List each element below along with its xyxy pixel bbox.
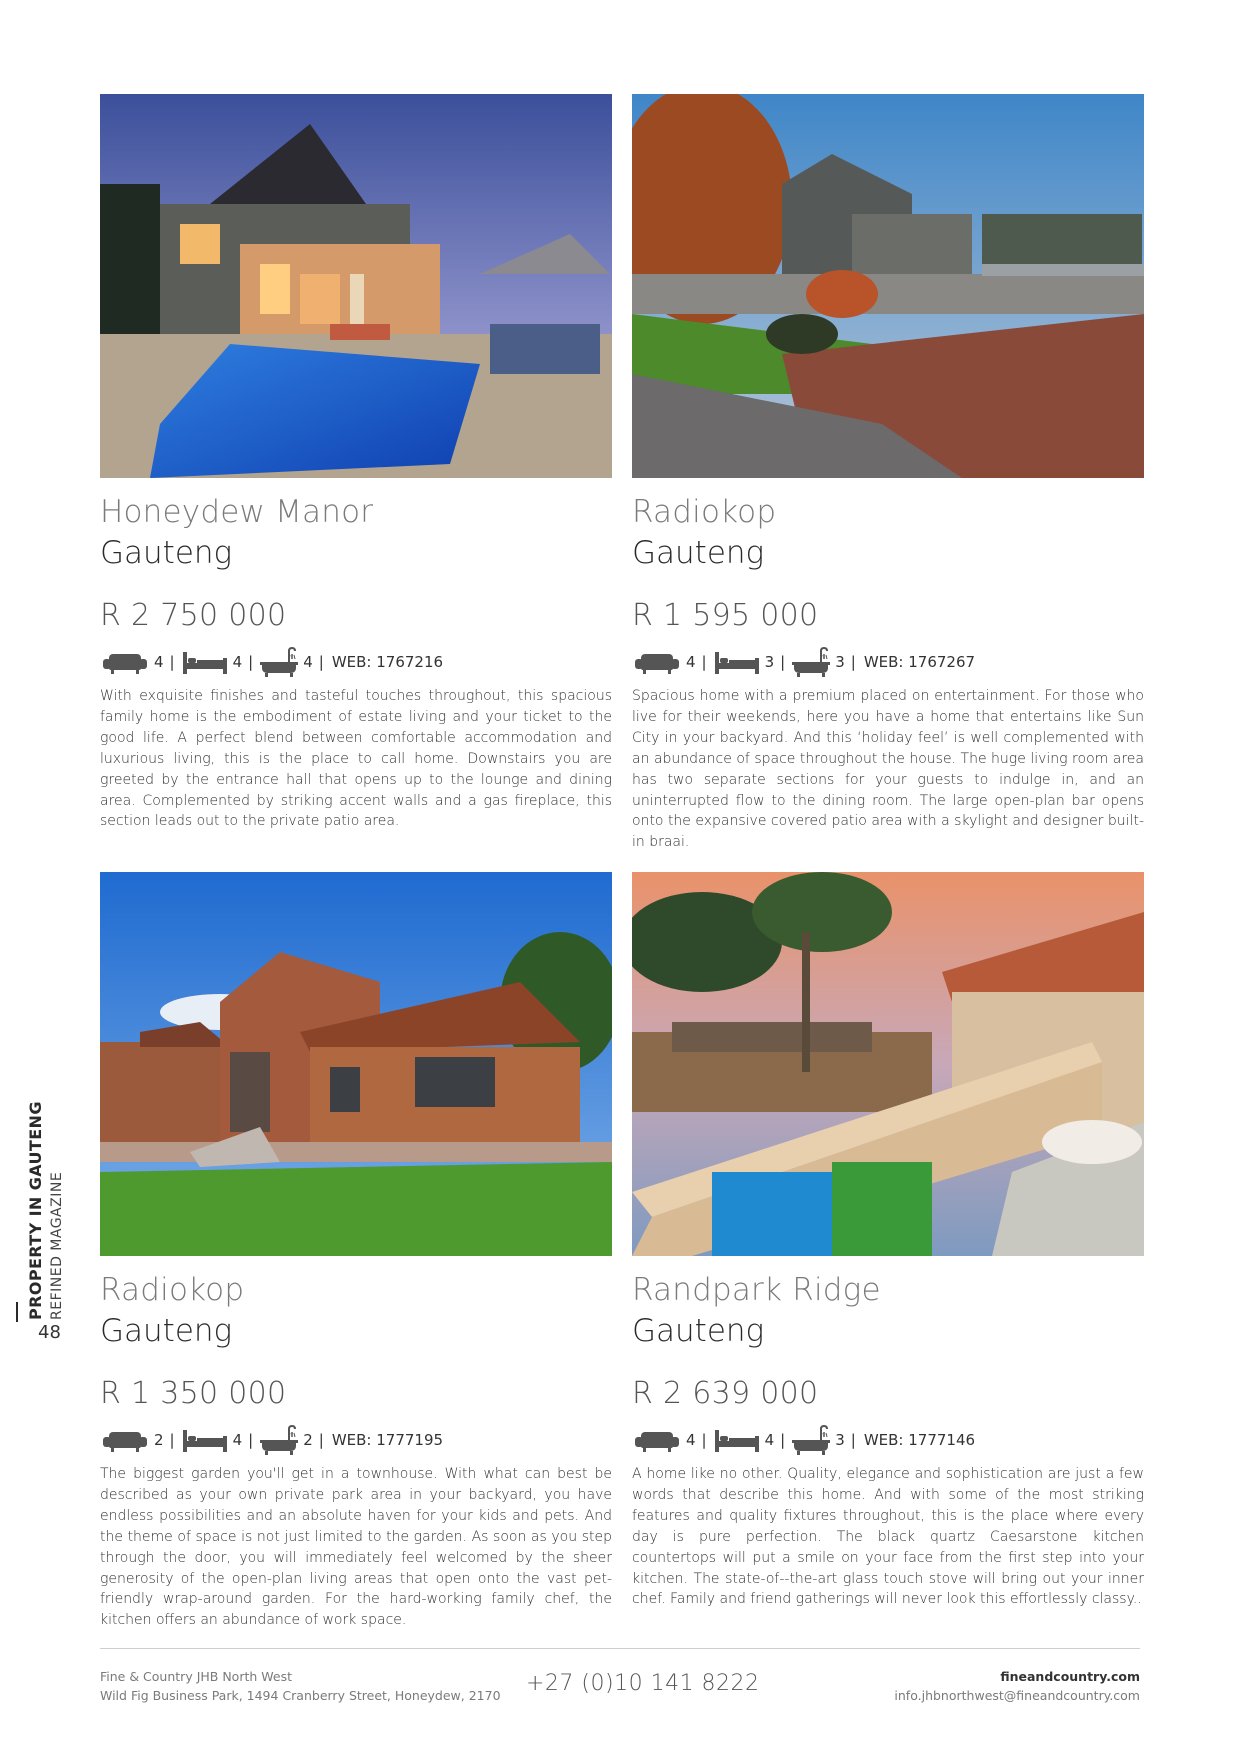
page-number-divider <box>16 1302 18 1322</box>
property-photo-pool-house <box>100 94 612 478</box>
page-number: 48 <box>38 1322 61 1343</box>
property-title: Radiokop <box>100 1272 245 1308</box>
website-link[interactable]: fineandcountry.com <box>1000 1669 1140 1684</box>
property-price: R 1 595 000 <box>632 598 819 633</box>
property-title: Radiokop <box>632 494 777 530</box>
property-photo-brick-house <box>100 872 612 1256</box>
web-reference: WEB: 1767216 <box>331 653 444 671</box>
listing-card <box>100 872 612 1631</box>
bath-icon <box>259 1425 299 1455</box>
web-reference: WEB: 1777146 <box>863 1431 976 1449</box>
property-price: R 2 639 000 <box>632 1376 819 1411</box>
company-address: Wild Fig Business Park, 1494 Cranberry Street, Honeydew, 2170 <box>100 1688 501 1703</box>
lounge-count: 4 <box>154 653 164 671</box>
property-specs: 2 | 4 | 2 | WEB: 1777195 <box>100 1426 612 1454</box>
footer-address-block <box>100 1667 501 1705</box>
bed-icon <box>181 1428 229 1452</box>
sofa-icon <box>632 650 682 674</box>
bath-icon <box>791 647 831 677</box>
property-price: R 2 750 000 <box>100 598 287 633</box>
listing-card <box>100 94 612 832</box>
bed-count: 4 <box>764 1431 775 1449</box>
property-description: Spacious home with a premium placed on entertainment. For those who live for their weekends, here you have a home that entertains like Sun City in your backyard. And this ‘holiday feel’ is well complemented with an abundance of space throughout the house. The huge living room area has two separate sections for your guests to indulge in, and an uninterrupted flow to the dining room. The large open-plan bar opens onto the expansive covered patio area with a skylight and designer built-in braai. <box>632 688 1144 851</box>
listing-card <box>632 94 1144 853</box>
magazine-name: REFINED MAGAZINE <box>49 1171 65 1320</box>
bed-count: 4 <box>232 1431 243 1449</box>
property-description: With exquisite finishes and tasteful touches throughout, this spacious family home is the embodiment of estate living and your ticket to the good life. A perfect blend between comfortable accommodation and luxurious living, this is the place to call home. Downstairs you are greeted by the entrance hall that opens up to the lounge and dining area. Complemented by striking accent walls and a gas fireplace, this section leads out to the private patio area. <box>100 688 612 830</box>
company-name: Fine & Country JHB North West <box>100 1669 292 1684</box>
property-region: Gauteng <box>100 535 233 571</box>
sofa-icon <box>100 650 150 674</box>
section-title: PROPERTY IN GAUTENG <box>26 1101 45 1320</box>
bed-icon <box>713 650 761 674</box>
bed-icon <box>713 1428 761 1452</box>
footer-contact-block <box>894 1667 1140 1705</box>
bath-icon <box>259 647 299 677</box>
footer-divider <box>100 1648 1140 1649</box>
property-description: A home like no other. Quality, elegance and sophistication are just a few words that describe this home. And with some of the most striking features and quality fixtures throughout, this is the place where every day is pure perfection. The black quartz Caesarstone kitchen countertops will put a smile on your face from the first step into your kitchen. The state-of--the-art glass touch stove will bring out your inner chef. Family and friend gatherings will never look this effortlessly classy.. <box>632 1466 1144 1608</box>
bath-count: 3 <box>835 1431 845 1449</box>
bath-count: 4 <box>303 653 313 671</box>
phone-number[interactable]: +27 (0)10 141 8222 <box>526 1671 760 1696</box>
property-region: Gauteng <box>632 1313 765 1349</box>
email-link[interactable]: info.jhbnorthwest@fineandcountry.com <box>894 1688 1140 1703</box>
bath-count: 3 <box>835 653 845 671</box>
property-price: R 1 350 000 <box>100 1376 287 1411</box>
lounge-count: 2 <box>154 1431 164 1449</box>
section-sidebar <box>20 1090 80 1360</box>
property-description: The biggest garden you'll get in a townhouse. With what can best be described as your own private park area in your backyard, you have endless possibilities and an absolute haven for your kids and pets. And the theme of space is not just limited to the garden. As soon as you step through the door, you will immediately feel welcomed by the sheer generosity of the open-plan living areas that open onto the vast pet-friendly wrap-around garden. For the hard-working family chef, the kitchen offers an abundance of work space. <box>100 1466 612 1629</box>
property-region: Gauteng <box>100 1313 233 1349</box>
bath-icon <box>791 1425 831 1455</box>
property-specs: 4 | 4 | 4 | WEB: 1767216 <box>100 648 612 676</box>
sofa-icon <box>632 1428 682 1452</box>
lounge-count: 4 <box>686 1431 696 1449</box>
listing-card <box>632 872 1144 1610</box>
lounge-count: 4 <box>686 653 696 671</box>
web-reference: WEB: 1767267 <box>863 653 976 671</box>
property-photo-balcony <box>632 872 1144 1256</box>
web-reference: WEB: 1777195 <box>331 1431 444 1449</box>
property-specs: 4 | 4 | 3 | WEB: 1777146 <box>632 1426 1144 1454</box>
sofa-icon <box>100 1428 150 1452</box>
bath-count: 2 <box>303 1431 313 1449</box>
property-region: Gauteng <box>632 535 765 571</box>
property-title: Honeydew Manor <box>100 494 374 530</box>
bed-icon <box>181 650 229 674</box>
bed-count: 3 <box>764 653 775 671</box>
property-title: Randpark Ridge <box>632 1272 881 1308</box>
property-specs: 4 | 3 | 3 | WEB: 1767267 <box>632 648 1144 676</box>
bed-count: 4 <box>232 653 243 671</box>
property-photo-street-view <box>632 94 1144 478</box>
